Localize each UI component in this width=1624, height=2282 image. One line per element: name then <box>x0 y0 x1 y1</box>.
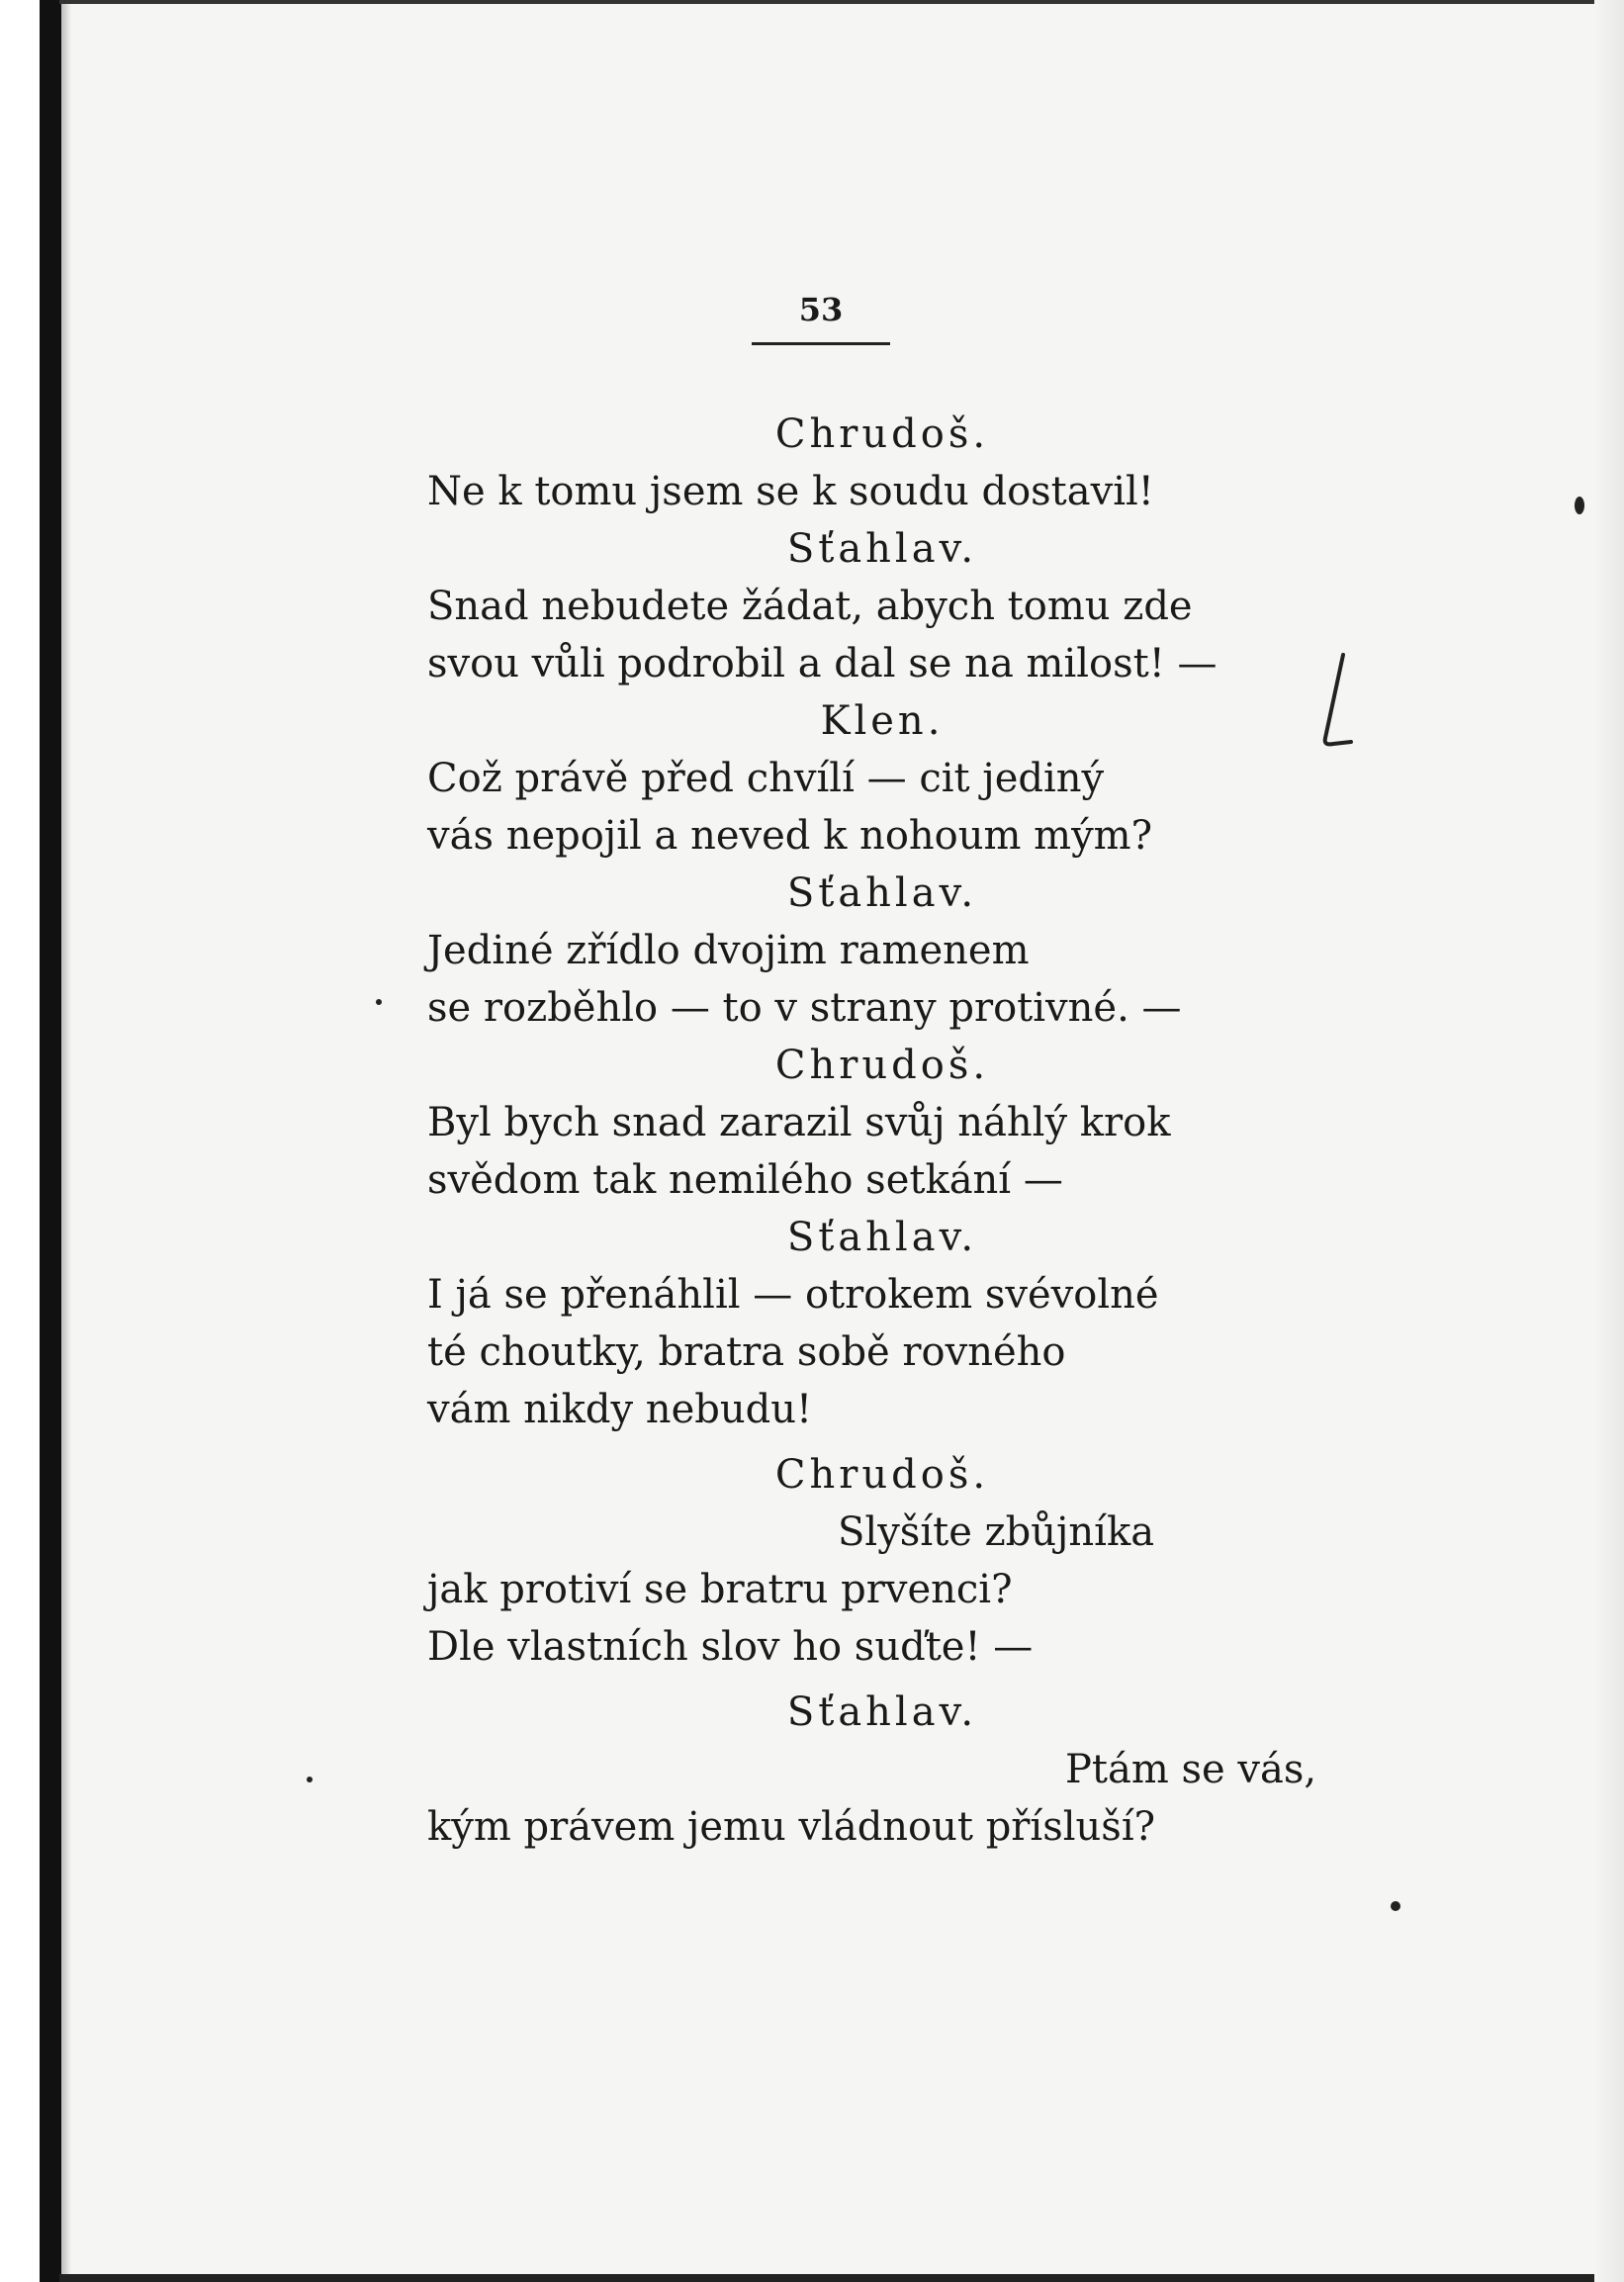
speaker-name: Klen. <box>820 698 945 744</box>
verse-line: vás nepojil a neved k nohoum mým? <box>427 813 1153 859</box>
play-text <box>427 406 1337 1856</box>
page-top-edge <box>59 0 1624 4</box>
verse-line: Jediné zřídlo dvojim ramenem <box>427 928 1030 973</box>
verse-line: té choutky, bratra sobě rovného <box>427 1329 1066 1375</box>
spacer <box>427 1438 1337 1446</box>
verse-line: Dle vlastních slov ho suďte! — <box>427 1624 1034 1670</box>
page-number: 53 <box>798 291 844 328</box>
ink-speck <box>1575 497 1584 514</box>
speaker-name: Sťahlav. <box>786 1689 978 1735</box>
verse-line: svou vůli podrobil a dal se na milost! — <box>427 641 1218 686</box>
verse-line: I já se přenáhlil — otrokem svévolné <box>427 1272 1159 1318</box>
speaker-name: Sťahlav. <box>786 870 978 916</box>
speaker-name: Chrudoš. <box>774 411 990 457</box>
speaker-name: Sťahlav. <box>786 526 978 572</box>
handwritten-margin-mark <box>1304 647 1373 756</box>
page-number-rule <box>752 342 890 345</box>
verse-line: Což právě před chvílí — cit jediný <box>427 756 1105 801</box>
verse-line: vám nikdy nebudu! <box>427 1387 813 1432</box>
speaker-name: Sťahlav. <box>786 1215 978 1260</box>
page-bottom-edge <box>59 2274 1624 2282</box>
verse-line: se rozběhlo — to v strany protivné. — <box>427 985 1182 1031</box>
ink-speck <box>307 1777 313 1782</box>
binding-edge <box>40 0 61 2282</box>
binding-shadow <box>61 0 71 2282</box>
verse-line: Snad nebudete žádat, abych tomu zde <box>427 584 1193 629</box>
ink-speck <box>1391 1901 1400 1911</box>
speaker-name: Chrudoš. <box>774 1452 990 1498</box>
verse-line: Ne k tomu jsem se k soudu dostavil! <box>427 469 1154 514</box>
verse-line: Byl bych snad zarazil svůj náhlý krok <box>427 1100 1171 1145</box>
speaker-name: Chrudoš. <box>774 1043 990 1088</box>
spacer <box>427 1676 1337 1684</box>
page-right-edge <box>1594 0 1624 2282</box>
verse-line: Slyšíte zbůjníka <box>838 1509 1155 1555</box>
ink-speck <box>376 999 382 1005</box>
verse-line: jak protiví se bratru prvenci? <box>427 1567 1013 1612</box>
verse-line: Ptám se vás, <box>1065 1747 1317 1792</box>
verse-line: kým právem jemu vládnout přísluší? <box>427 1804 1156 1850</box>
verse-line: svědom tak nemilého setkání — <box>427 1157 1063 1203</box>
